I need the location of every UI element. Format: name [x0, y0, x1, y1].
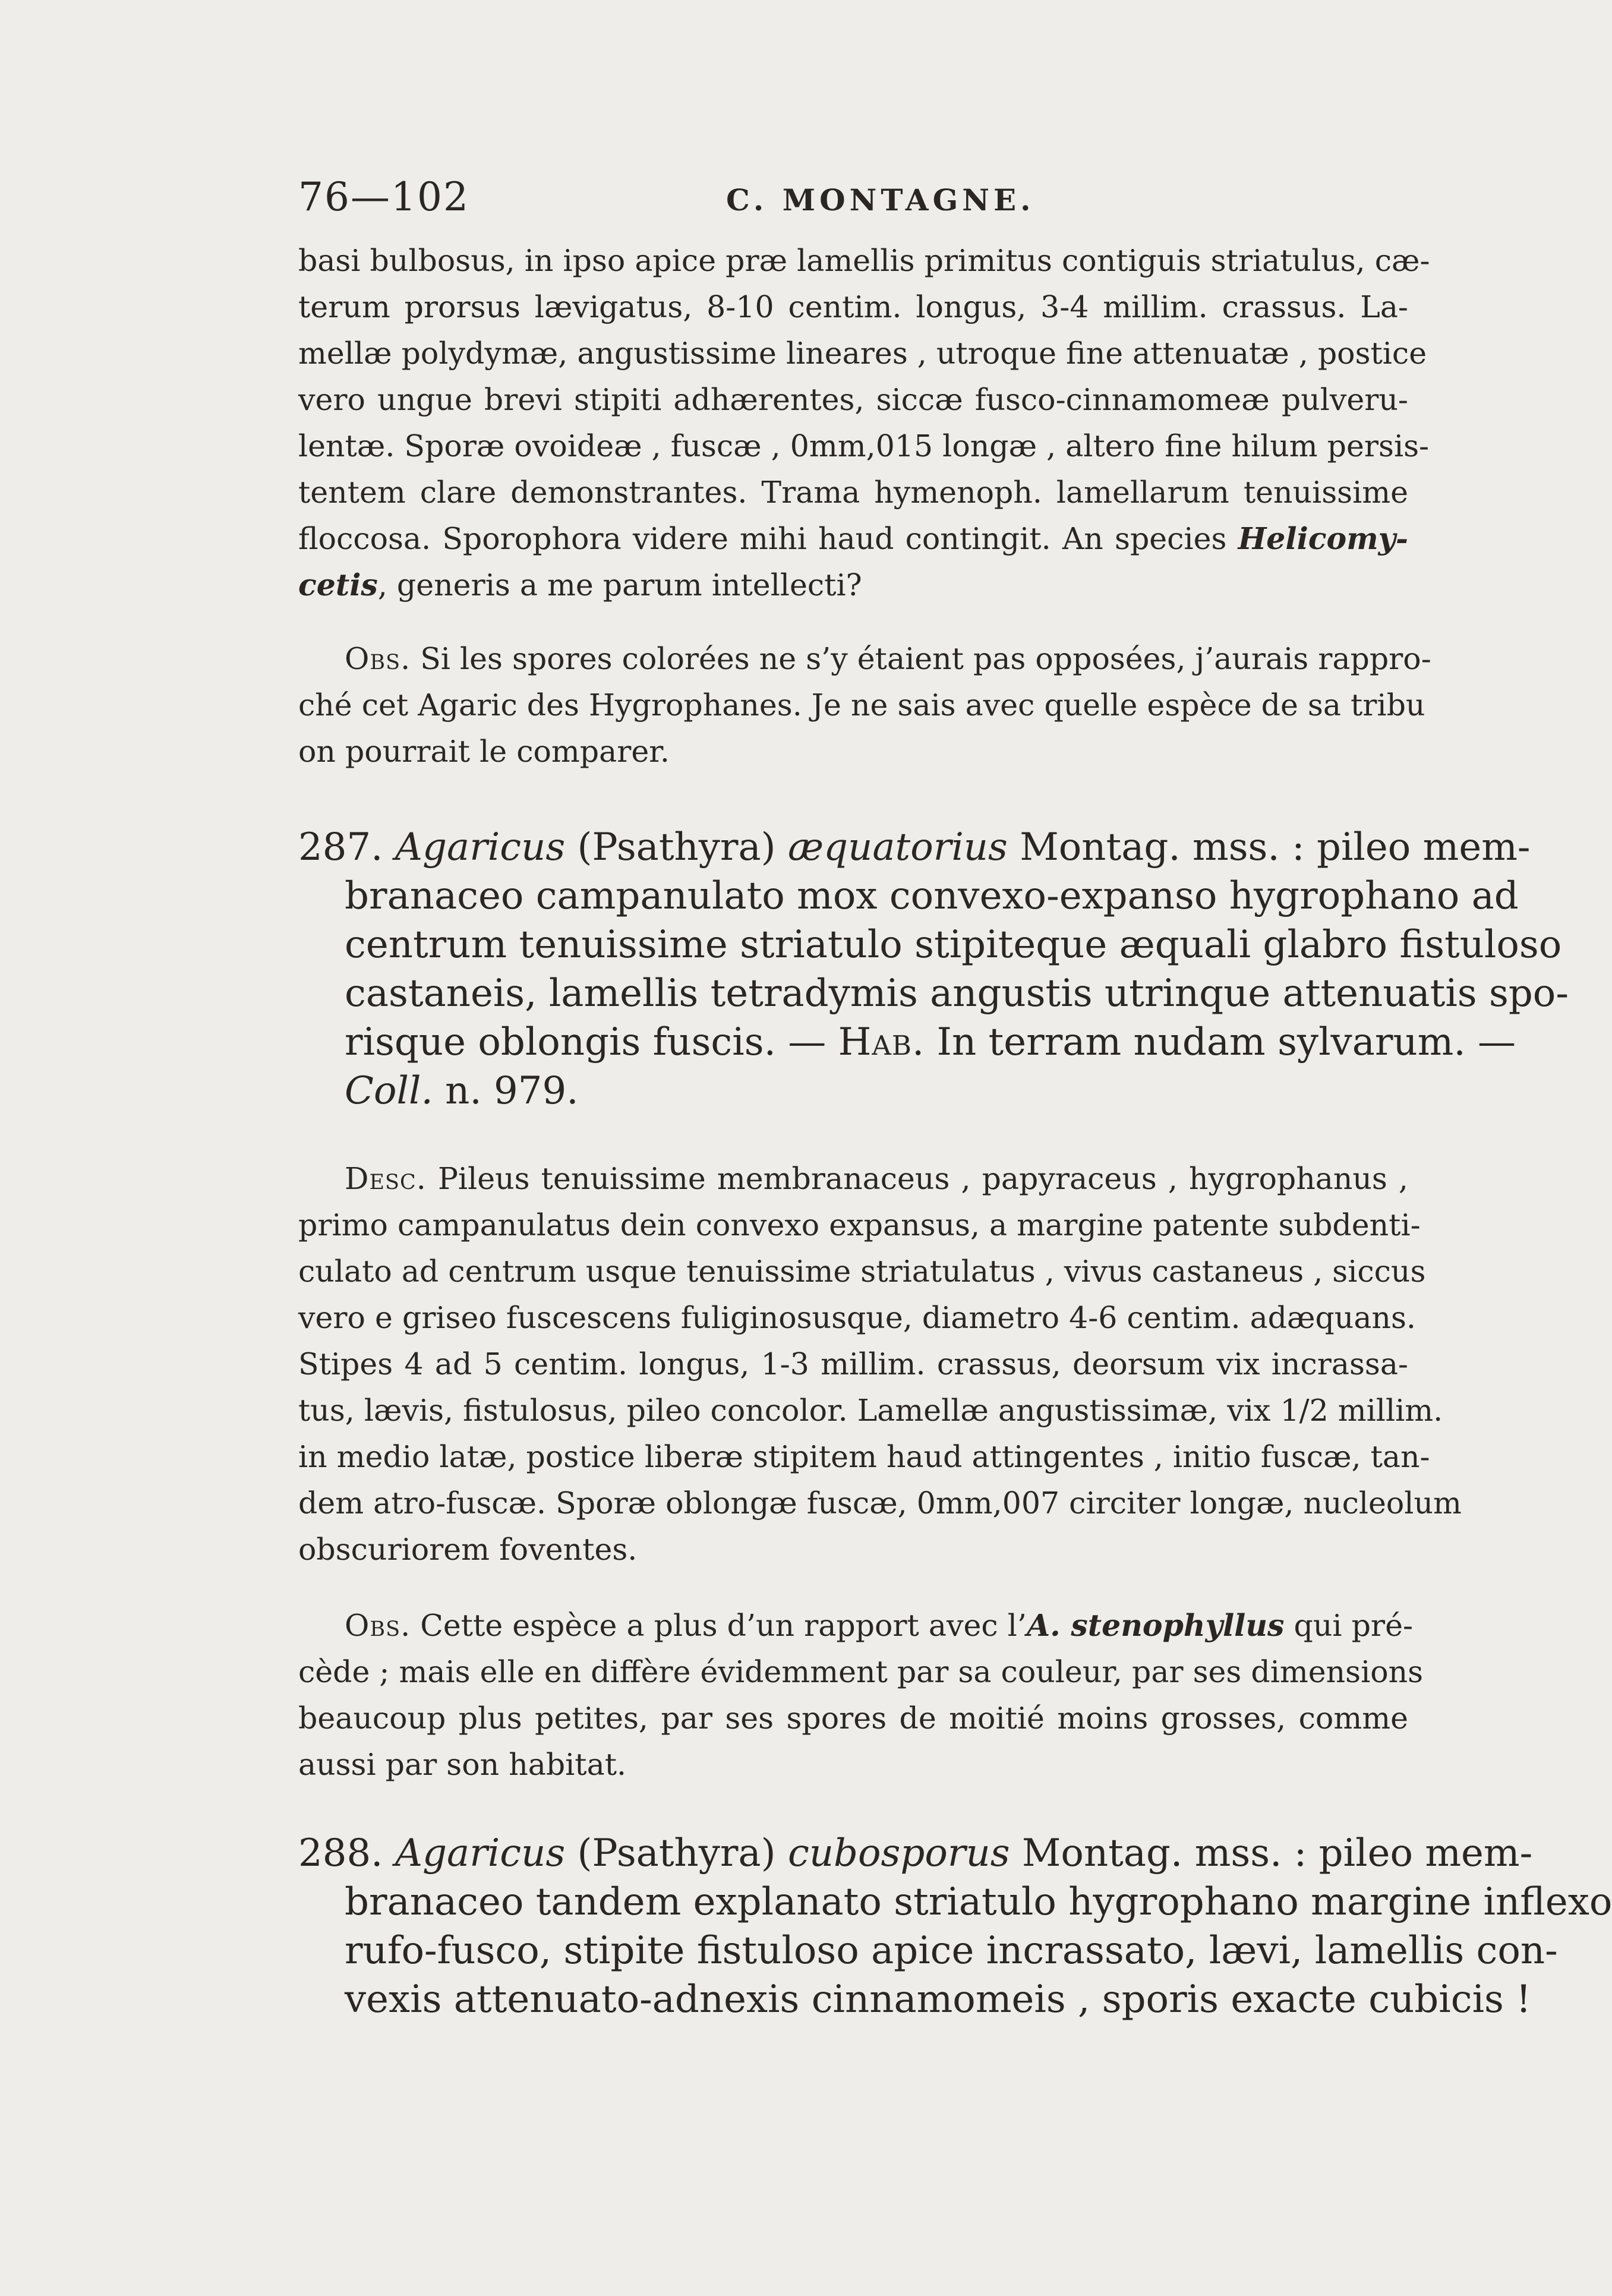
entry-number: 287.: [298, 825, 383, 869]
subgenus: (Psathyra): [577, 1831, 776, 1875]
authority: Montag. mss. : pileo mem-: [1021, 1831, 1533, 1875]
text-line: [298, 1603, 1414, 1649]
species-name: A. stenophyllus: [1026, 1608, 1285, 1643]
text-line: vexis attenuato-adnexis cinnamomeis , sporis exacte cubicis !: [345, 1978, 1531, 2021]
text-line: lentæ. Sporæ ovoideæ , fuscæ , 0mm,015 longæ , altero fine hilum persis-: [298, 428, 1430, 463]
text-line: dem atro-fuscæ. Sporæ oblongæ fuscæ, 0mm,007 circiter longæ, nucleolum: [298, 1486, 1462, 1521]
text-line: vero e griseo fuscescens fuliginosusque, diametro 4-6 centim. adæquans.: [298, 1300, 1416, 1335]
text-line: tentem clare demonstrantes. Trama hymenoph. lamellarum tenuissime: [298, 475, 1408, 510]
observation-paragraph: [298, 1603, 1424, 1788]
running-header-author: C. MONTAGNE.: [726, 182, 1035, 217]
paragraph-continuation: [298, 238, 1430, 608]
text-line: branaceo tandem explanato striatulo hygrophano margine inflexo: [345, 1880, 1612, 1924]
text-line: mellæ polydymæ, angustissime lineares , utroque fine attenuatæ , postice: [298, 336, 1427, 371]
species-entry-288: [298, 1829, 1612, 2024]
text-line: ché cet Agaric des Hygrophanes. Je ne sais avec quelle espèce de sa tribu: [298, 687, 1425, 723]
text-line: [298, 562, 1408, 608]
text-segment: floccosa. Sporophora videre mihi haud contingit. An species: [298, 521, 1227, 556]
desc-label: Desc.: [345, 1161, 427, 1196]
text-segment: Cette espèce a plus d’un rapport avec l’: [411, 1608, 1027, 1643]
text-segment: risque oblongis fuscis. —: [345, 1020, 838, 1064]
text-segment: qui pré-: [1284, 1608, 1414, 1643]
text-line: beaucoup plus petites, par ses spores de moitié moins grosses, comme: [298, 1701, 1408, 1736]
page-number: 76—102: [298, 174, 469, 220]
genus-name: Agaricus: [395, 1831, 566, 1875]
text-line: obscuriorem foventes.: [298, 1532, 638, 1567]
species-name: æquatorius: [787, 825, 1008, 869]
text-line: branaceo campanulato mox convexo-expanso hygrophano ad: [345, 874, 1519, 918]
collection-number: n. 979.: [433, 1069, 579, 1113]
text-line: vero ungue brevi stipiti adhærentes, siccæ fusco-cinnamomeæ pulveru-: [298, 382, 1408, 417]
text-line: [298, 823, 1531, 872]
obs-label: Obs.: [345, 1608, 411, 1643]
text-line: cède ; mais elle en diffère évidemment par sa couleur, par ses dimensions: [298, 1654, 1424, 1689]
text-segment: Si les spores colorées ne s’y étaient pas opposées, j’aurais rappro-: [411, 641, 1431, 676]
text-line: culato ad centrum usque tenuissime striatulatus , vivus castaneus , siccus: [298, 1254, 1426, 1289]
genus-name: cetis: [298, 567, 378, 603]
entry-number: 288.: [298, 1831, 383, 1875]
text-line: castaneis, lamellis tetradymis angustis utrinque attenuatis spo-: [345, 972, 1569, 1015]
description-paragraph: [298, 1156, 1462, 1573]
text-line: on pourrait le comparer.: [298, 734, 670, 769]
text-line: rufo-fusco, stipite fistuloso apice incrassato, lævi, lamellis con-: [345, 1929, 1558, 1973]
text-line: [298, 636, 1431, 682]
obs-label: Obs.: [345, 641, 411, 676]
text-line: in medio latæ, postice liberæ stipitem haud attingentes , initio fuscæ, tan-: [298, 1439, 1430, 1474]
species-name: cubosporus: [787, 1831, 1010, 1875]
text-line: basi bulbosus, in ipso apice præ lamellis primitus contiguis striatulus, cæ-: [298, 243, 1430, 278]
subgenus: (Psathyra): [577, 825, 776, 869]
text-segment: Pileus tenuissime membranaceus , papyraceus , hygrophanus ,: [426, 1161, 1408, 1196]
text-line: [298, 1829, 1533, 1878]
text-line: [298, 516, 1408, 562]
text-line: centrum tenuissime striatulo stipiteque æquali glabro fistuloso: [345, 923, 1562, 967]
observation-paragraph: [298, 636, 1431, 775]
text-line: [298, 1018, 1516, 1067]
text-line: [298, 1067, 1408, 1115]
text-line: primo campanulatus dein convexo expansus, a margine patente subdenti-: [298, 1207, 1421, 1242]
text-segment: In terram nudam sylvarum. —: [925, 1020, 1516, 1064]
habitat-label: Hab.: [838, 1020, 925, 1064]
text-line: terum prorsus lævigatus, 8-10 centim. longus, 3-4 millim. crassus. La-: [298, 289, 1408, 324]
text-line: tus, lævis, fistulosus, pileo concolor. Lamellæ angustissimæ, vix 1/2 millim.: [298, 1393, 1443, 1428]
genus-name: Agaricus: [395, 825, 566, 869]
genus-name: Helicomy-: [1238, 521, 1408, 556]
text-line: Stipes 4 ad 5 centim. longus, 1-3 millim. crassus, deorsum vix incrassa-: [298, 1346, 1408, 1382]
authority: Montag. mss. : pileo mem-: [1020, 825, 1531, 869]
collection-label: Coll.: [345, 1069, 433, 1113]
text-line: [298, 1156, 1408, 1202]
text-segment: , generis a me parum intellecti?: [377, 567, 862, 603]
text-line: aussi par son habitat.: [298, 1747, 627, 1782]
species-entry-287: [298, 823, 1569, 1115]
